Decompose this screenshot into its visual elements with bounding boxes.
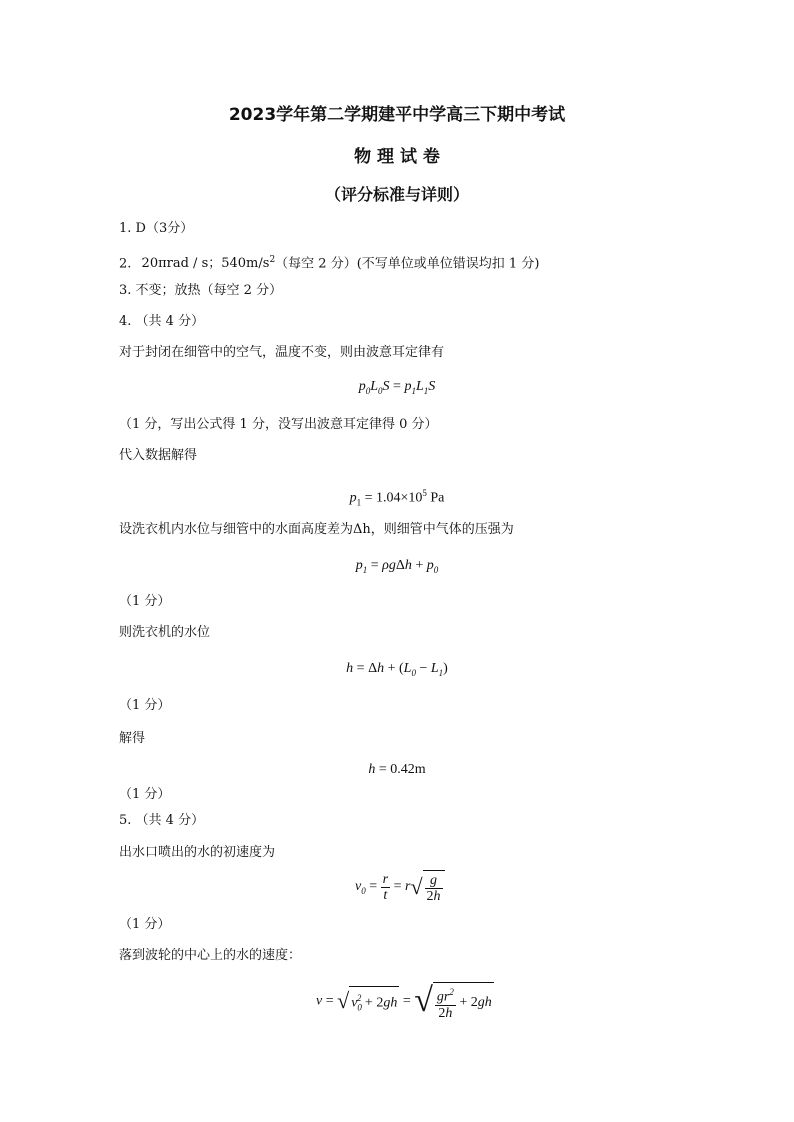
equation-water-level-result: h = 0.42m <box>368 762 426 777</box>
equation-initial-velocity: $v_0$ = $\frac{r}{t}$ = r√ $\frac{g}{2h}$ <box>355 870 445 904</box>
equation-boyle-law: $p_0L_0S = p_1L_1S$ <box>358 379 436 396</box>
page-title: 2023学年第二学期建平中学高三下期中考试 <box>228 105 566 125</box>
answer-4-line1: 对于封闭在细管中的空气，温度不变，则由波意耳定律有 <box>119 345 445 360</box>
answer-2-values: 20πrad / s；540m/s <box>141 256 270 272</box>
answer-1: 1. D（3分） <box>119 221 194 236</box>
answer-4-note4: （1 分） <box>119 787 171 802</box>
answer-4-line5: 解得 <box>119 731 146 746</box>
answer-4-note3: （1 分） <box>119 698 171 713</box>
answer-2-number: 2. <box>119 256 132 272</box>
answer-2: 2. 20πrad / s；$540m/s^2$（每空 2 分）(不写单位或单位错误均扣 1 分) <box>119 255 540 272</box>
answer-4-header: 4. （共 4 分） <box>119 314 205 329</box>
answer-4-note2: （1 分） <box>119 594 171 609</box>
equation-landing-velocity: v = √ $v_0^2 + 2gh$ = √ $\frac{gr^2}{2h}$ + 2gh <box>316 982 492 1021</box>
answer-5-header: 5. （共 4 分） <box>119 813 205 828</box>
answer-3: 3. 不变；放热（每空 2 分） <box>119 283 283 298</box>
answer-5-note1: （1 分） <box>119 917 171 932</box>
answer-4-note1: （1 分，写出公式得 1 分，没写出波意耳定律得 0 分） <box>119 417 438 432</box>
page-subtitle: 物 理 试 卷 <box>354 147 440 167</box>
answer-4-line4: 则洗衣机的水位 <box>119 625 211 640</box>
answer-2-scoring: （每空 2 分）(不写单位或单位错误均扣 1 分) <box>275 256 540 272</box>
answer-4-line2: 代入数据解得 <box>119 448 198 463</box>
page-subtitle-scoring: （评分标准与详则） <box>324 185 469 204</box>
answer-4-line3: 设洗衣机内水位与细管中的水面高度差为Δh，则细管中气体的压强为 <box>119 522 514 537</box>
equation-pressure-sum: $p_1 = \rho g\Delta h + p_0$ <box>355 558 439 575</box>
answer-5-line2: 落到波轮的中心上的水的速度： <box>119 948 302 963</box>
answer-5-line1: 出水口喷出的水的初速度为 <box>119 845 276 860</box>
equation-pressure-value: $p_1 = 1.04\times 10^5$ Pa <box>349 488 445 508</box>
equation-water-level: $h = \Delta h + (L_0 - L_1)$ <box>346 661 448 678</box>
